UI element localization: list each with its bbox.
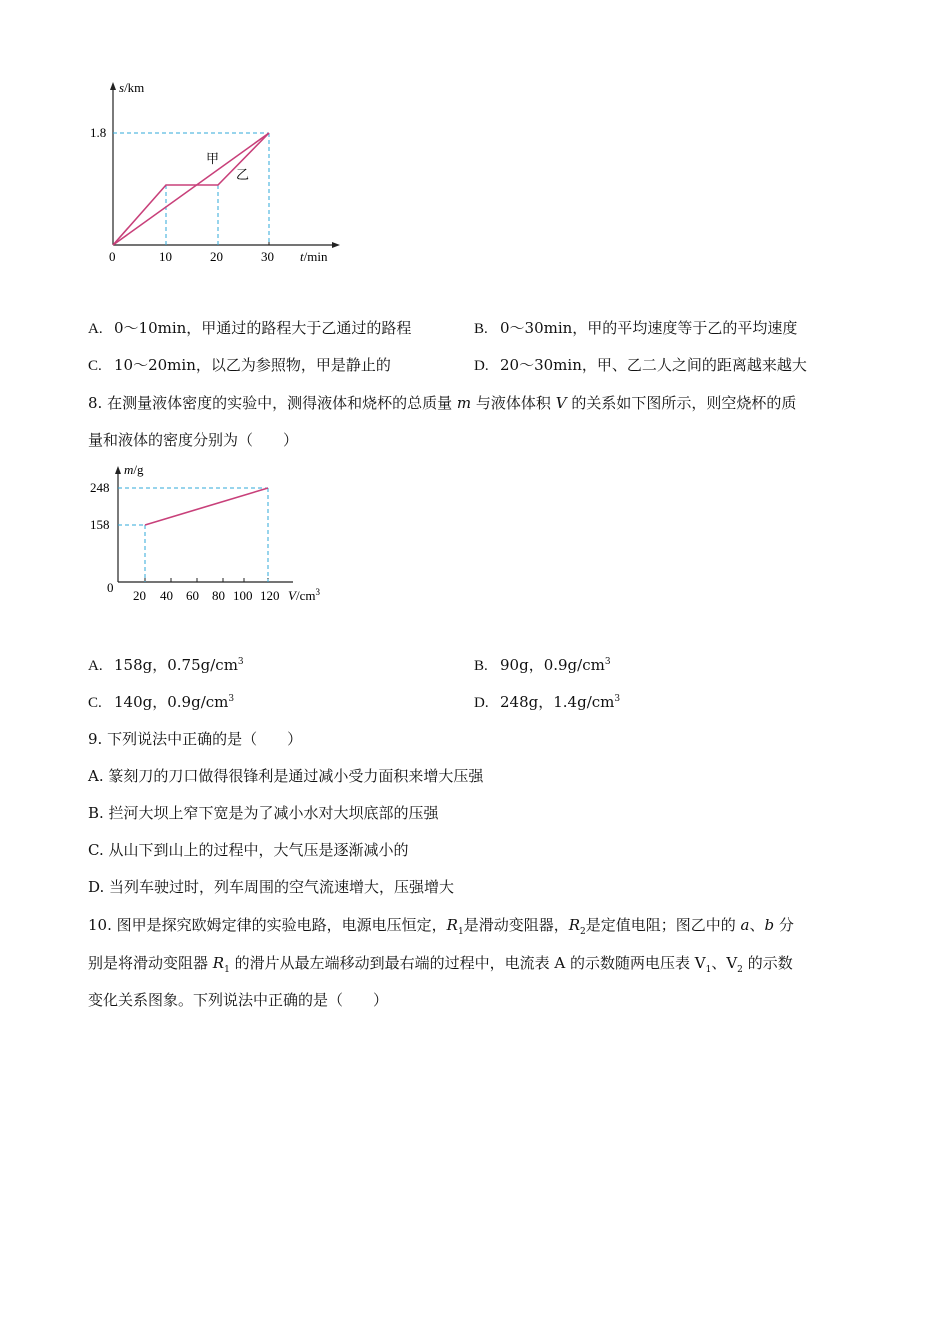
mv-origin: 0 [107,580,114,595]
mv-x-tick-20: 20 [133,588,146,603]
mv-line [145,488,268,525]
mv-x-tick-60: 60 [186,588,199,603]
st-x-label: t/min [300,249,328,263]
mv-x-tick-120: 120 [260,588,280,603]
q8-option-b[interactable]: B. 90g，$0.9g/cm^3$ [474,656,611,674]
mv-y-label: m/g [124,462,144,477]
st-label-jia: 甲 [206,151,220,166]
st-graph [88,78,348,263]
q8-option-a[interactable]: A. 158g，$0.75g/cm^3$ [88,656,244,674]
st-x-arrow [332,242,340,248]
st-x-tick-20: 20 [210,249,223,263]
q10-stem-line3: 变化关系图象。下列说法中正确的是（ ） [88,991,389,1009]
st-y-label: s/km [119,80,145,95]
q9-option-a[interactable]: A. 篆刻刀的刀口做得很锋利是通过减小受力面积来增大压强 [88,767,484,785]
st-label-yi: 乙 [236,167,250,182]
st-y-arrow [110,82,116,90]
mv-x-tick-100: 100 [233,588,253,603]
mv-x-tick-80: 80 [212,588,225,603]
mv-x-tick-40: 40 [160,588,173,603]
mv-graph [88,458,338,608]
q9-option-d[interactable]: D. 当列车驶过时，列车周围的空气流速增大，压强增大 [88,878,455,896]
st-y-tick: 1.8 [90,125,107,140]
q7-option-d[interactable]: D. 20～30min，甲、乙二人之间的距离越来越大 [474,356,807,374]
mv-y-tick-158: 158 [90,517,110,532]
q9-option-b[interactable]: B. 拦河大坝上窄下宽是为了减小水对大坝底部的压强 [88,804,439,822]
st-x-tick-10: 10 [159,249,172,263]
q10-stem-line2: 别是将滑动变阻器 $R_1$ 的滑片从最左端移动到最右端的过程中，电流表 A 的示数随两电压表 $V_1$、$V_2$ 的示数 [88,954,793,975]
q10-stem-line1: 10. 图甲是探究欧姆定律的实验电路，电源电压恒定，$R_1$是滑动变阻器，$R_2$是定值电阻；图乙中的 a、b 分 [88,916,794,937]
q8-option-d[interactable]: D. 248g，$1.4g/cm^3$ [474,693,621,711]
q7-option-a[interactable]: A. 0～10min，甲通过的路程大于乙通过的路程 [88,319,412,337]
st-x-tick-30: 30 [261,249,274,263]
q8-stem-line1: 8. 在测量液体密度的实验中，测得液体和烧杯的总质量 m 与液体体积 V 的关系如下图所示，则空烧杯的质 [88,394,797,412]
q9-stem: 9. 下列说法中正确的是（ ） [88,730,303,748]
q8-stem-line2: 量和液体的密度分别为（ ） [88,431,299,449]
mv-y-tick-248: 248 [90,480,110,495]
q7-option-c[interactable]: C. 10～20min，以乙为参照物，甲是静止的 [88,356,391,374]
mv-x-label: $V/cm^3$ [288,587,320,603]
st-line-jia [113,133,269,245]
q7-option-b[interactable]: B. 0～30min，甲的平均速度等于乙的平均速度 [474,319,798,337]
st-origin: 0 [109,249,116,263]
q9-option-c[interactable]: C. 从山下到山上的过程中，大气压是逐渐减小的 [88,841,409,859]
q8-option-c[interactable]: C. 140g，$0.9g/cm^3$ [88,693,235,711]
